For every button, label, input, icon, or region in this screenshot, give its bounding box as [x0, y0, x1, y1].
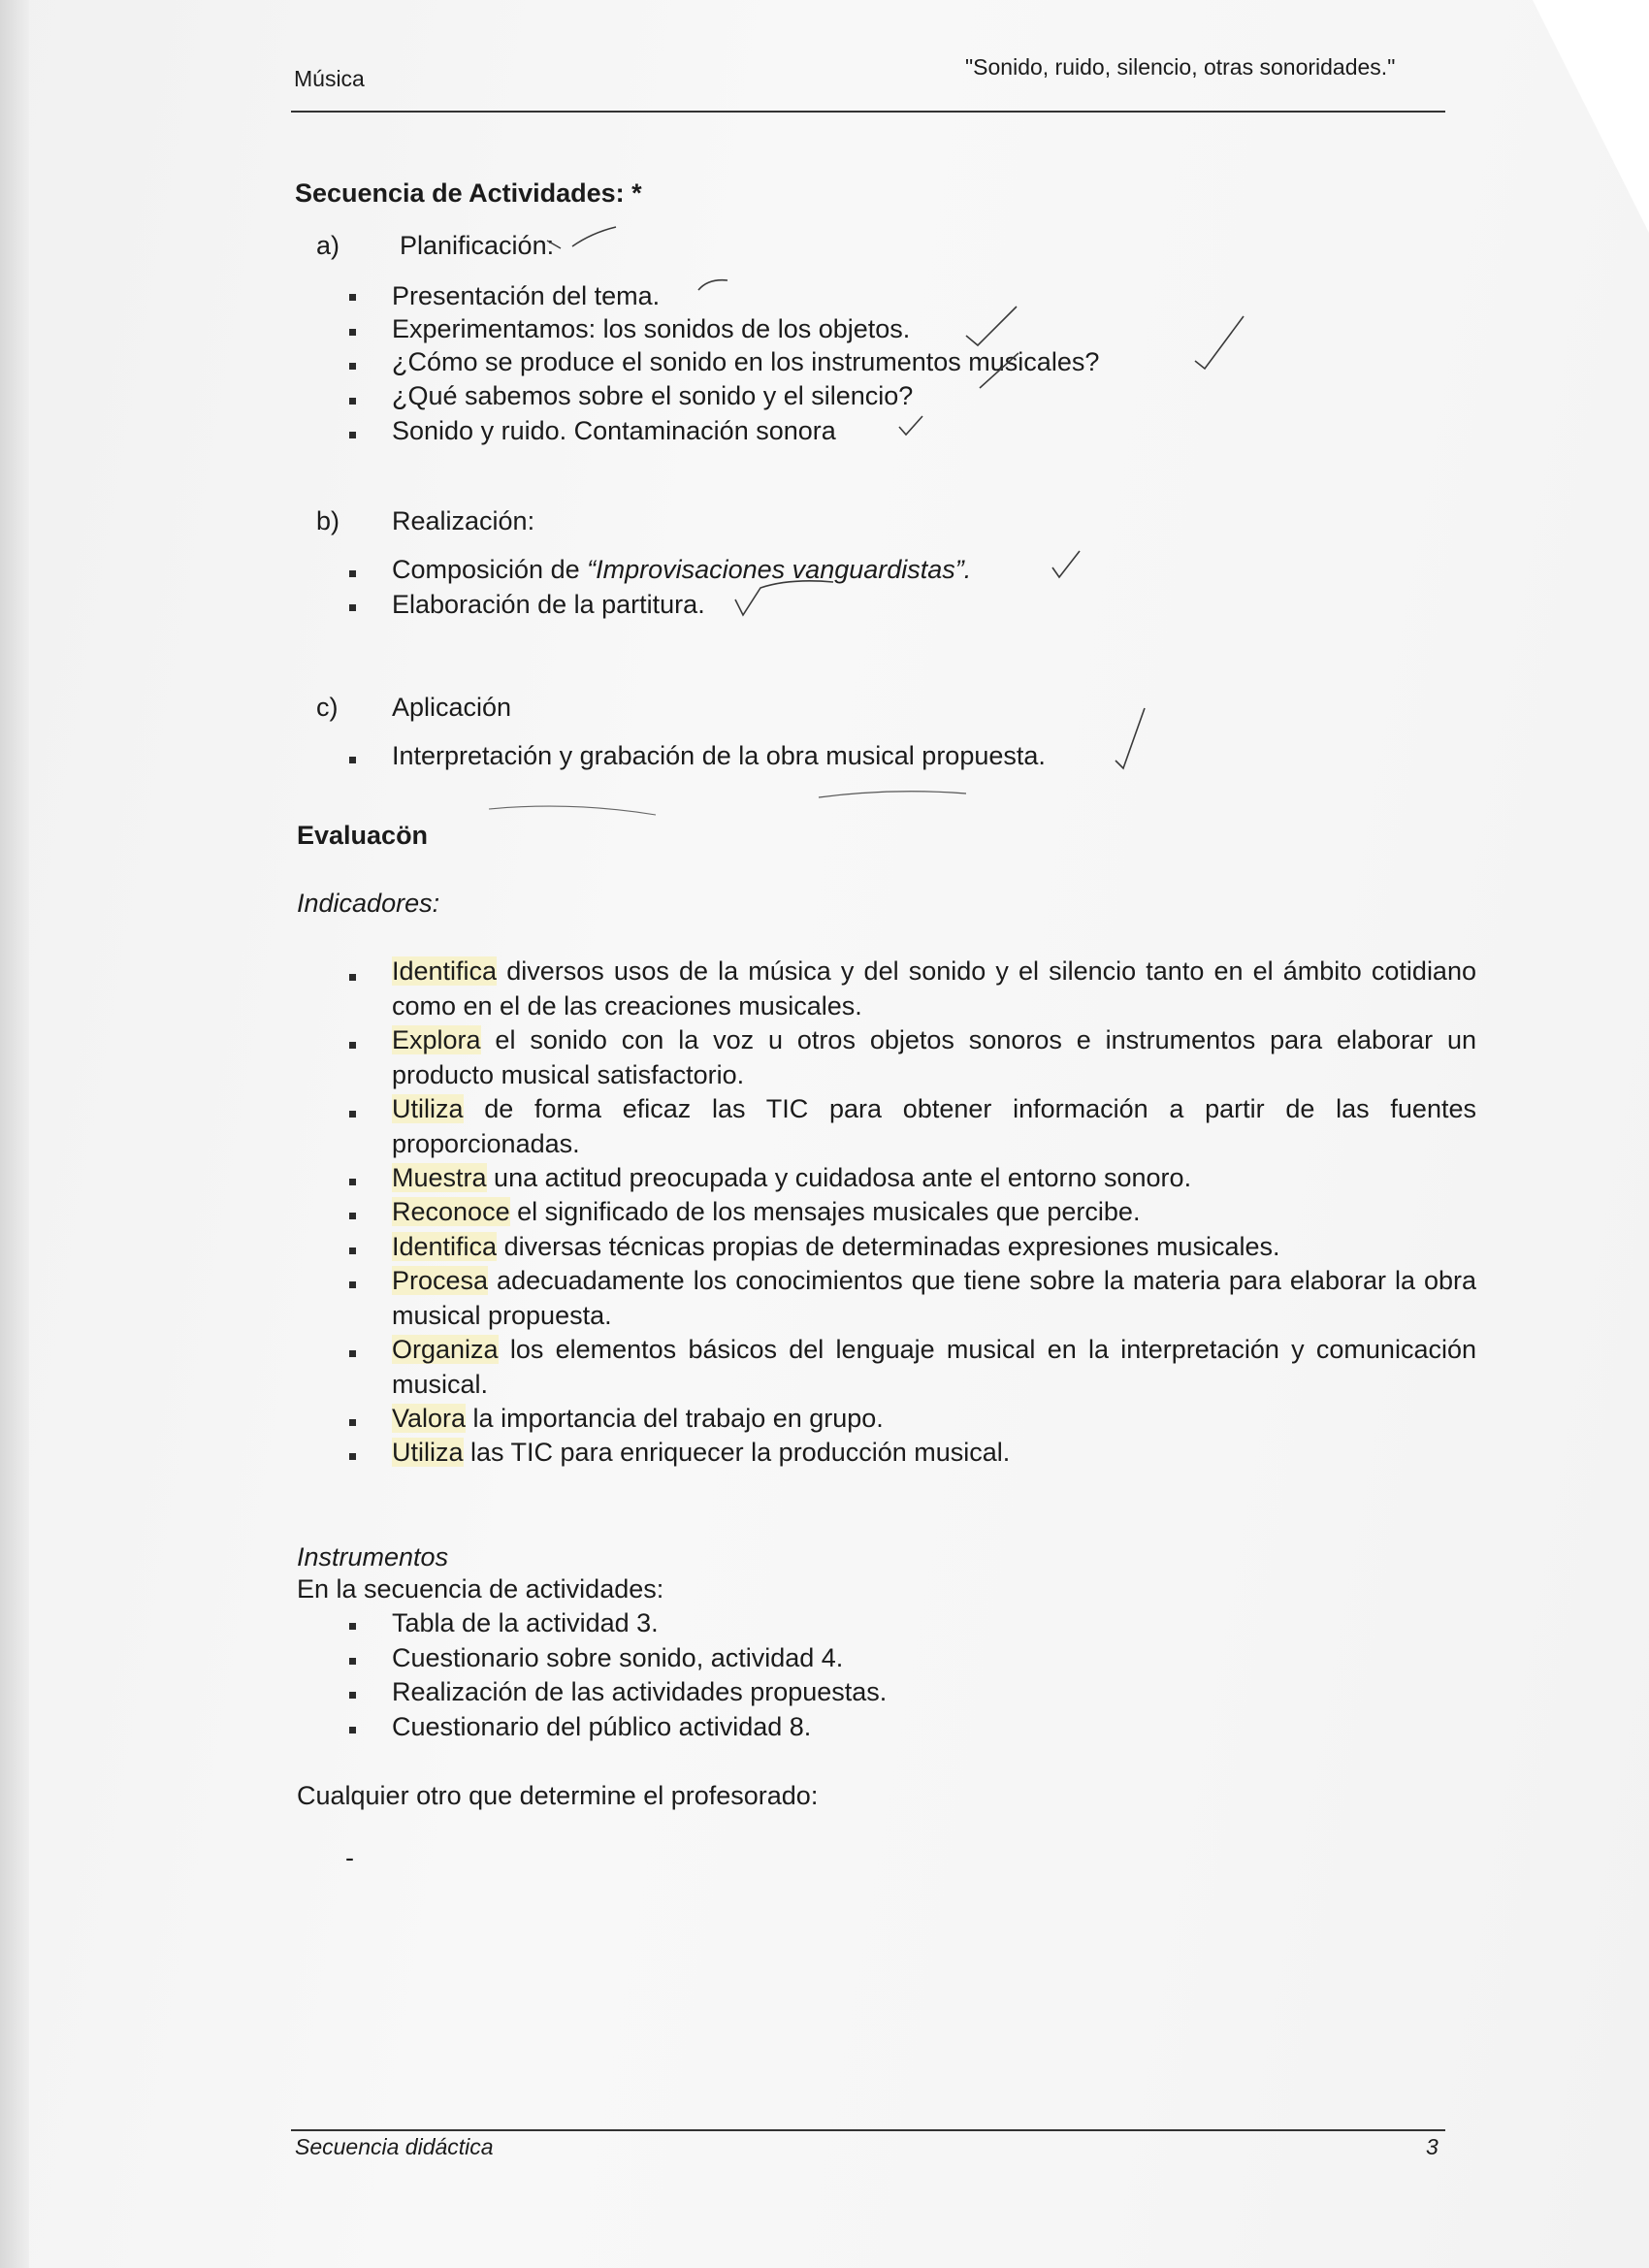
indicador-verb: Identifica	[392, 1232, 498, 1261]
pencil-check-icon	[896, 413, 925, 438]
pencil-check-icon	[731, 572, 838, 621]
indicador-verb: Identifica	[392, 956, 498, 986]
bullet	[349, 1453, 356, 1460]
bullet	[349, 1419, 356, 1426]
bullet	[349, 1281, 356, 1288]
instrumento-item: Realización de las actividades propuestas.	[392, 1677, 888, 1706]
indicador-verb: Utiliza	[392, 1094, 464, 1123]
pencil-check-icon	[543, 223, 621, 252]
bullet	[349, 363, 356, 370]
pencil-check-icon	[1050, 548, 1083, 581]
bullet	[349, 294, 356, 301]
footer-title: Secuencia didáctica	[295, 2134, 494, 2159]
pencil-check-icon	[976, 349, 1024, 398]
planificacion-item: ¿Qué sabemos sobre el sonido y el silencio?	[392, 381, 914, 410]
indicador-item: Utiliza las TIC para enriquecer la producción musical.	[392, 1438, 1011, 1467]
pencil-underline-icon	[815, 780, 970, 803]
pencil-check-icon	[1112, 704, 1150, 772]
realizacion-item-composicion: Composición de “Improvisaciones vanguardistas”.	[392, 555, 972, 584]
bullet	[349, 1658, 356, 1665]
aplicacion-item: Interpretación y grabación de la obra musical propuesta.	[392, 741, 1046, 770]
indicador-item: Explora el sonido con la voz u otros objetos sonoros e instrumentos para elaborar un producto musical satisfactorio.	[392, 1025, 1476, 1089]
page-number: 3	[1426, 2134, 1439, 2159]
header-subject: Música	[294, 66, 365, 91]
pencil-check-icon	[962, 303, 1020, 349]
bullet	[349, 1179, 356, 1185]
bullet	[349, 1727, 356, 1733]
indicador-item: Utiliza de forma eficaz las TIC para obtener información a partir de las fuentes proporcionadas.	[392, 1094, 1476, 1158]
otro-instrumento: Cualquier otro que determine el profesorado:	[297, 1781, 819, 1810]
indicador-verb: Procesa	[392, 1266, 489, 1295]
dash: -	[345, 1843, 354, 1872]
pencil-underline-icon	[485, 799, 660, 823]
indicador-verb: Valora	[392, 1404, 467, 1433]
header-topic: "Sonido, ruido, silencio, otras sonoridades."	[965, 54, 1396, 80]
bullet	[349, 757, 356, 763]
bullet	[349, 432, 356, 438]
instrumento-item: Tabla de la actividad 3.	[392, 1608, 659, 1637]
instrumentos-intro: En la secuencia de actividades:	[297, 1574, 664, 1604]
pencil-check-icon	[695, 276, 733, 296]
bullet	[349, 974, 356, 981]
page-edge-shadow	[0, 0, 29, 2268]
subsection-aplicacion: Aplicación	[392, 693, 512, 722]
indicadores-label: Indicadores:	[297, 889, 440, 918]
section-title-secuencia: Secuencia de Actividades: *	[295, 178, 642, 208]
bullet	[349, 1623, 356, 1630]
letter-b: b)	[316, 506, 340, 535]
indicador-item: Identifica diversas técnicas propias de determinadas expresiones musicales.	[392, 1232, 1280, 1261]
section-title-evaluacion: Evaluacön	[297, 821, 429, 850]
planificacion-item: ¿Cómo se produce el sonido en los instrumentos musicales?	[392, 347, 1100, 376]
instrumentos-label: Instrumentos	[297, 1542, 449, 1571]
planificacion-item: Experimentamos: los sonidos de los objetos.	[392, 314, 911, 343]
footer-rule	[291, 2129, 1445, 2131]
bullet	[349, 1213, 356, 1219]
indicador-verb: Organiza	[392, 1335, 499, 1364]
bullet	[349, 398, 356, 405]
bullet	[349, 1350, 356, 1357]
indicador-verb: Muestra	[392, 1163, 487, 1192]
bullet	[349, 1042, 356, 1049]
indicador-item: Muestra una actitud preocupada y cuidadosa ante el entorno sonoro.	[392, 1163, 1192, 1192]
bullet	[349, 1247, 356, 1254]
instrumento-item: Cuestionario del público actividad 8.	[392, 1712, 812, 1741]
indicador-item: Valora la importancia del trabajo en grupo.	[392, 1404, 884, 1433]
letter-a: a)	[316, 231, 340, 260]
instrumento-item: Cuestionario sobre sonido, actividad 4.	[392, 1643, 844, 1672]
pencil-check-icon	[1191, 312, 1249, 374]
indicador-item: Organiza los elementos básicos del lenguaje musical en la interpretación y comunicación musical.	[392, 1335, 1476, 1399]
planificacion-item: Presentación del tema.	[392, 281, 661, 310]
planificacion-item: Sonido y ruido. Contaminación sonora	[392, 416, 836, 445]
bullet	[349, 604, 356, 611]
indicador-item: Identifica diversos usos de la música y del sonido y el silencio tanto en el ámbito cotidiano como en el de las creaciones musicales.	[392, 956, 1476, 1021]
subsection-planificacion: Planificación:	[400, 231, 555, 260]
indicador-item: Procesa adecuadamente los conocimientos que tiene sobre la materia para elaborar la obra musical propuesta.	[392, 1266, 1476, 1330]
header-rule	[291, 111, 1445, 113]
bullet	[349, 1111, 356, 1118]
indicador-verb: Utiliza	[392, 1438, 464, 1467]
folded-corner	[1533, 0, 1649, 233]
bullet	[349, 570, 356, 577]
realizacion-item-partitura: Elaboración de la partitura.	[392, 590, 705, 619]
letter-c: c)	[316, 693, 339, 722]
indicador-verb: Reconoce	[392, 1197, 510, 1226]
bullet	[349, 1692, 356, 1699]
indicador-verb: Explora	[392, 1025, 481, 1054]
bullet	[349, 329, 356, 336]
indicador-item: Reconoce el significado de los mensajes musicales que percibe.	[392, 1197, 1141, 1226]
subsection-realizacion: Realización:	[392, 506, 535, 535]
